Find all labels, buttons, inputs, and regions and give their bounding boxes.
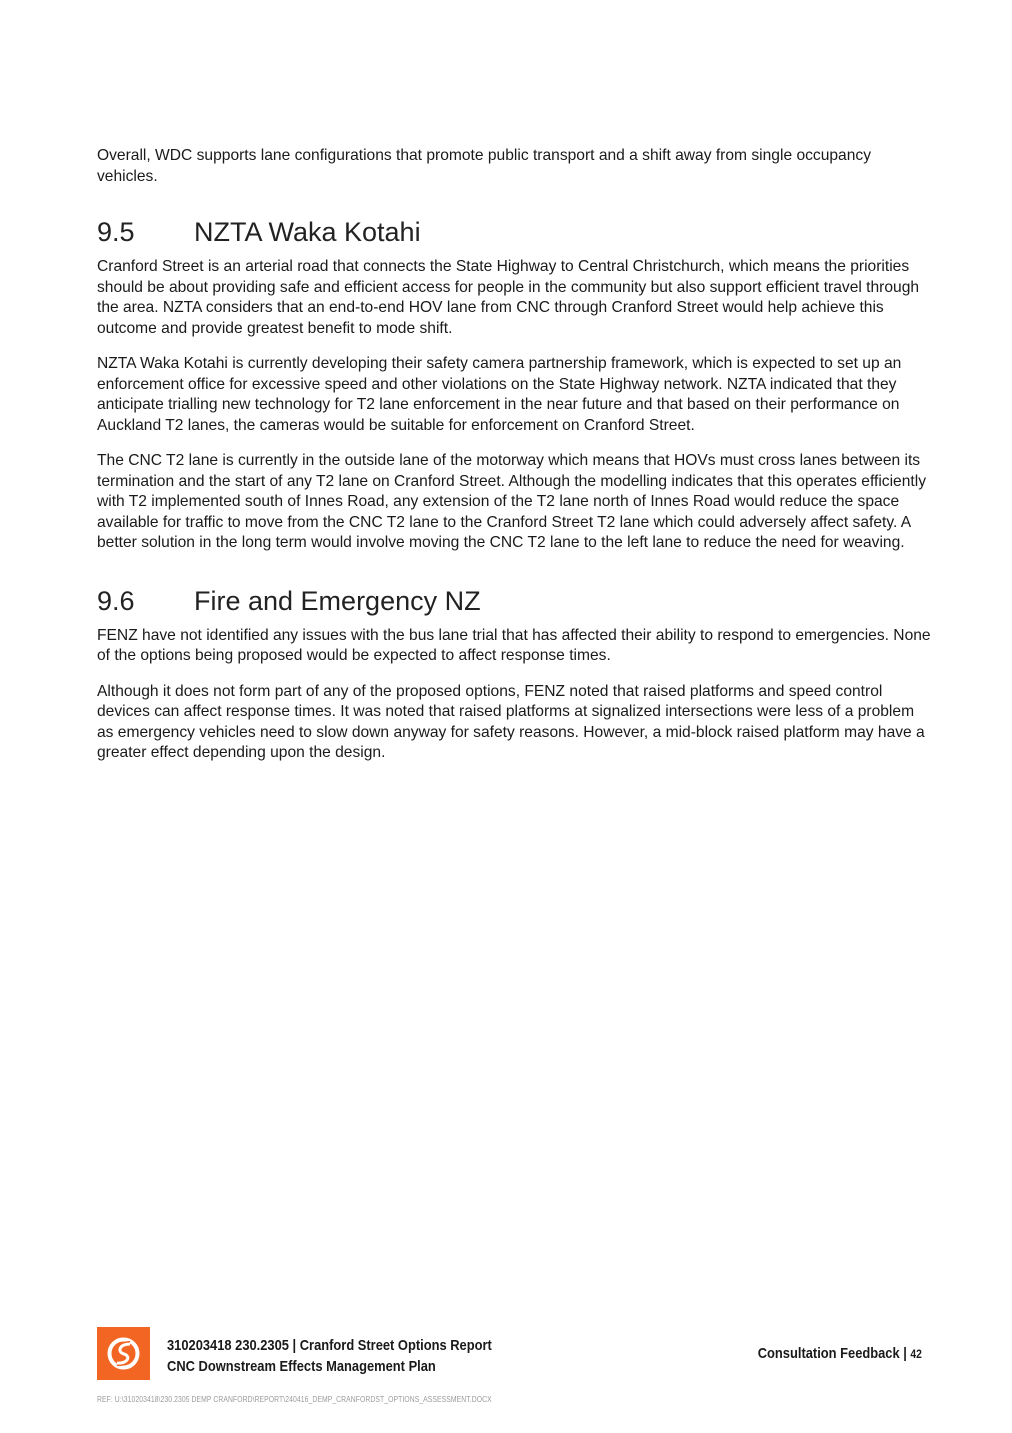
section-heading-9-6 xyxy=(97,584,932,618)
section-title: NZTA Waka Kotahi xyxy=(194,217,421,247)
footer-section-label: Consultation Feedback | xyxy=(757,1345,907,1362)
intro-paragraph: Overall, WDC supports lane configurations that promote public transport and a shift away from single occupancy vehicles. xyxy=(97,147,871,185)
page-content xyxy=(97,146,932,779)
body-paragraph: FENZ have not identified any issues with the bus lane trial that has affected their ability to respond to emergencies. None of the options being proposed would be expected to affect response times. xyxy=(97,626,931,664)
footer-section-page xyxy=(758,1345,922,1362)
body-paragraph: Cranford Street is an arterial road that connects the State Highway to Central Christchurch, which means the priorities should be about providing safe and efficient access for people in the community but also support efficient travel through the area. NZTA considers that an end-to-end HOV lane from CNC through Cranford Street would help achieve this outcome and provide greatest benefit to mode shift. xyxy=(97,258,920,337)
stantec-logo-icon xyxy=(97,1327,150,1380)
footer-title-line2: CNC Downstream Effects Management Plan xyxy=(167,1358,436,1375)
section-heading-9-5 xyxy=(97,215,932,249)
document-reference: REF: U:\310203418\230.2305 DEMP CRANFORD\REPORT\240416_DEMP_CRANFORDST_OPTIONS_ASSESSMENT.DOCX xyxy=(97,1395,492,1404)
body-paragraph: NZTA Waka Kotahi is currently developing their safety camera partnership framework, which is expected to set up an enforcement office for excessive speed and other violations on the State Highway network. NZTA indicated that they anticipate trialling new technology for T2 lane enforcement in the near future and that based on their performance on Auckland T2 lanes, the cameras would be suitable for enforcement on Cranford Street. xyxy=(97,355,902,434)
body-paragraph: The CNC T2 lane is currently in the outside lane of the motorway which means that HOVs must cross lanes between its termination and the start of any T2 lane on Cranford Street. Although the modelling indicates that this operates efficiently with T2 implemented south of Innes Road, any extension of the T2 lane north of Innes Road would reduce the space available for traffic to move from the CNC T2 lane to the Cranford Street T2 lane which could adversely affect safety. A better solution in the long term would involve moving the CNC T2 lane to the left lane to reduce the need for weaving. xyxy=(97,452,926,551)
footer-title-line1: 310203418 230.2305 | Cranford Street Options Report xyxy=(167,1337,492,1354)
page-number: 42 xyxy=(910,1347,922,1361)
page-footer xyxy=(97,1327,922,1387)
section-number: 9.6 xyxy=(97,585,135,616)
section-title: Fire and Emergency NZ xyxy=(194,585,481,616)
footer-report-title xyxy=(167,1335,492,1377)
section-number: 9.5 xyxy=(97,217,135,247)
body-paragraph: Although it does not form part of any of the proposed options, FENZ noted that raised platforms and speed control devices can affect response times. It was noted that raised platforms at signalized intersections were less of a problem as emergency vehicles need to slow down anyway for safety reasons. However, a mid-block raised platform may have a greater effect depending upon the design. xyxy=(97,682,925,761)
